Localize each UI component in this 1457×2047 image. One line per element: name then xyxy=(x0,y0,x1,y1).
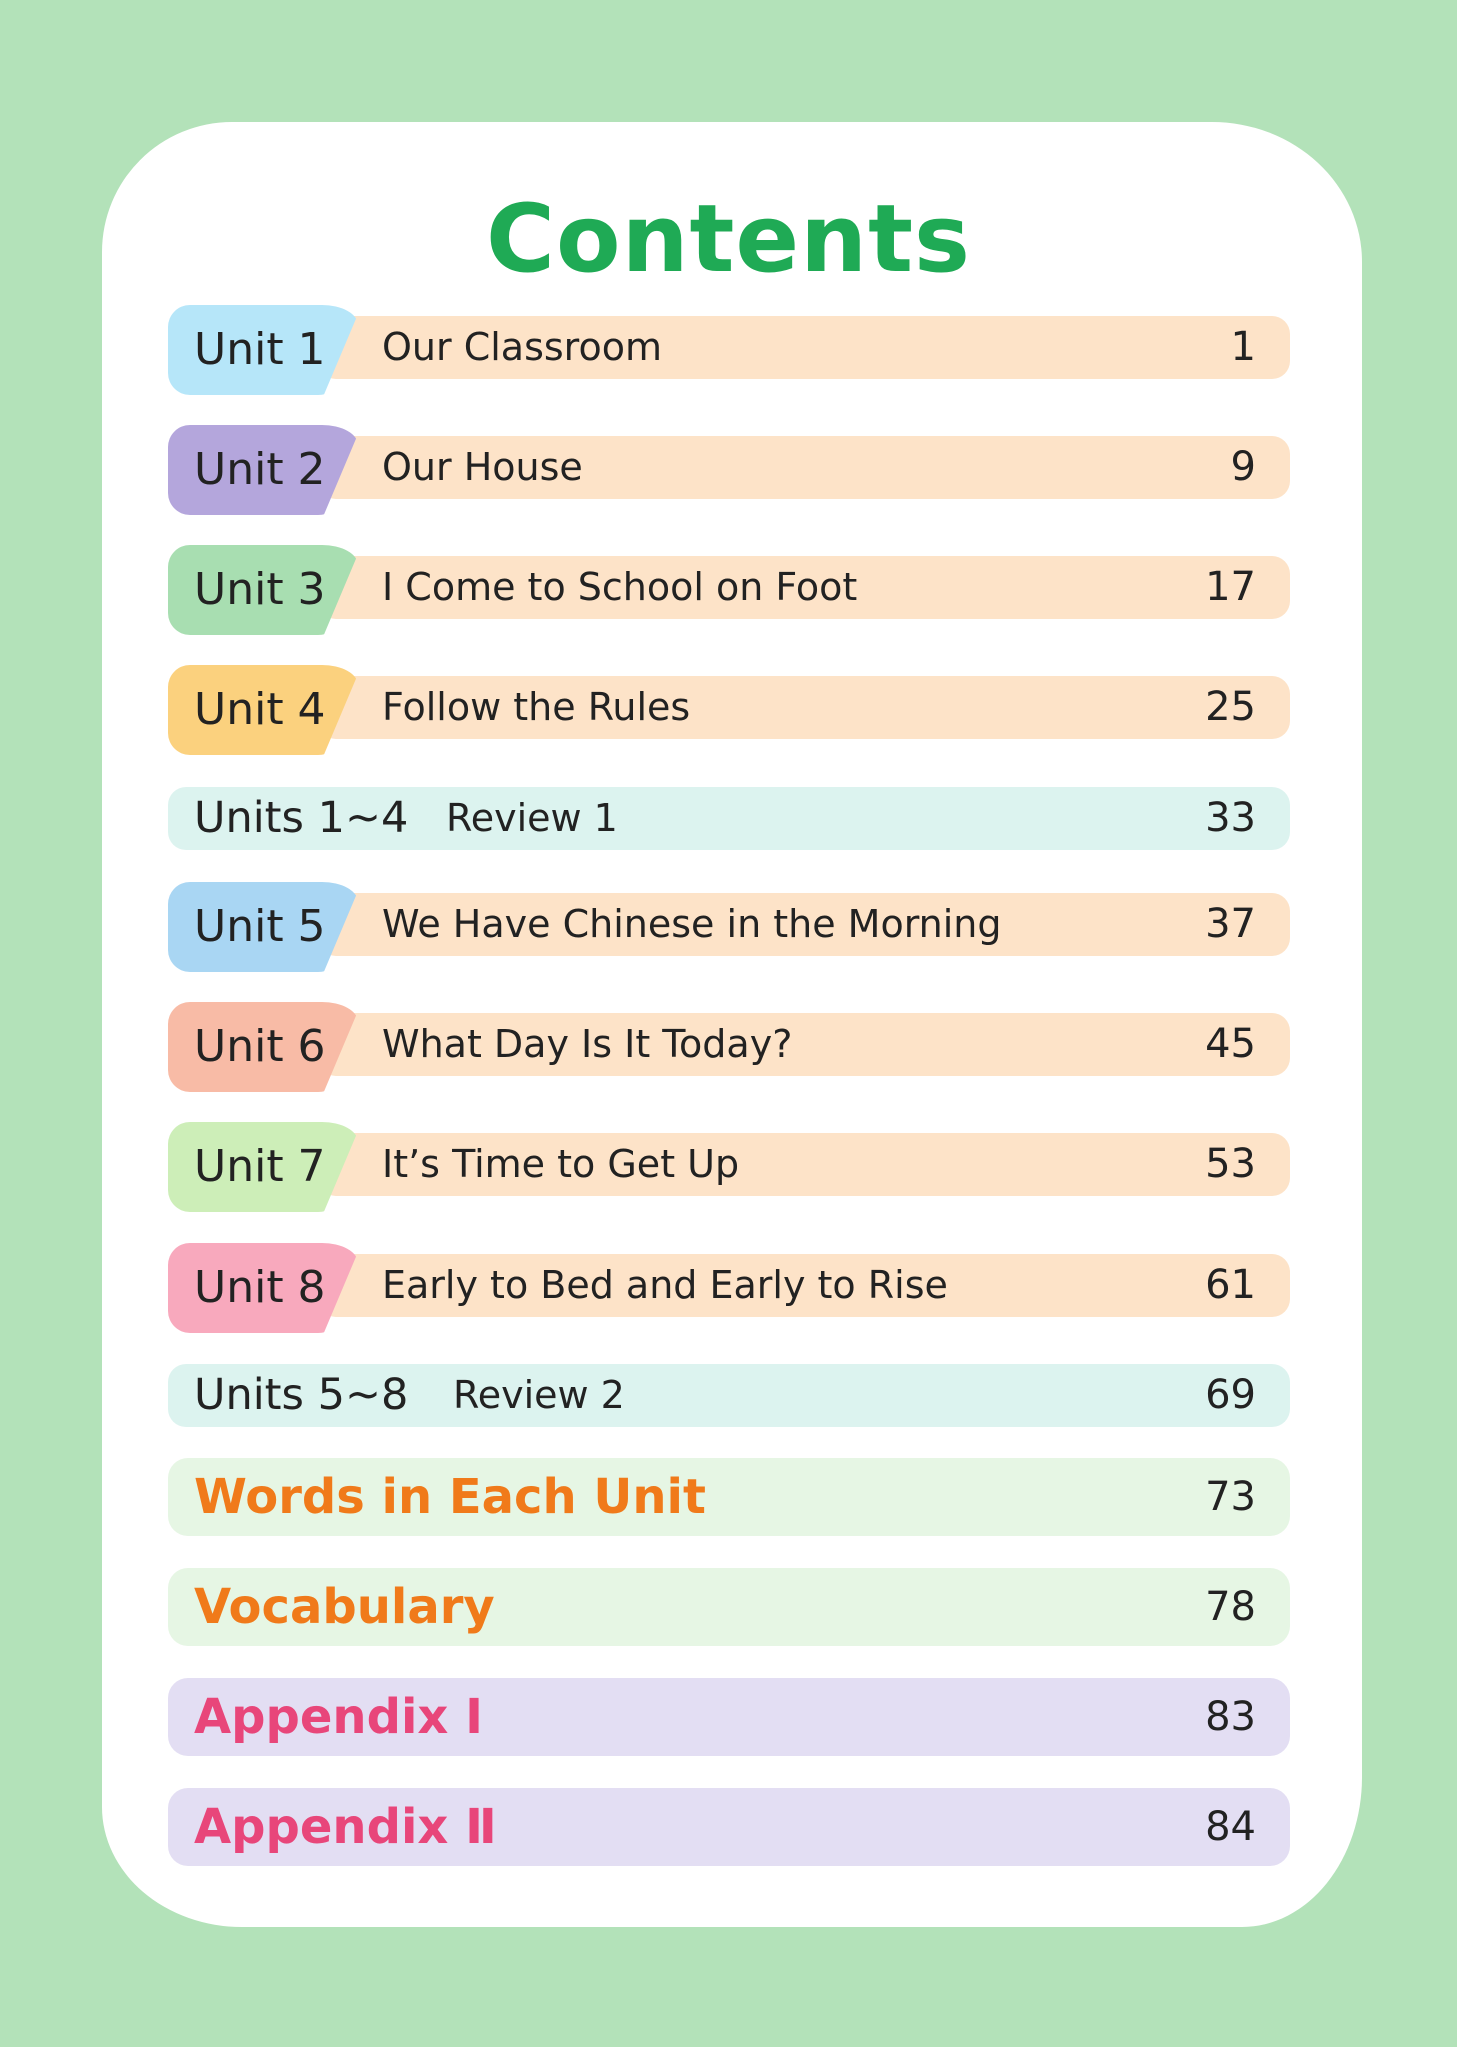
unit-label: Unit 4 xyxy=(194,684,326,735)
unit-title: Our Classroom xyxy=(382,325,662,369)
unit-title: I Come to School on Foot xyxy=(382,565,858,609)
toc-entry-appendix-2[interactable] xyxy=(168,1788,1290,1866)
toc-entry-review-1[interactable] xyxy=(168,787,1290,850)
toc-entry-unit-8[interactable] xyxy=(168,1243,1290,1333)
unit-label: Unit 1 xyxy=(194,324,326,375)
page-number: 78 xyxy=(1205,1584,1256,1630)
unit-label: Unit 7 xyxy=(194,1141,326,1192)
page-number: 1 xyxy=(1230,324,1256,370)
unit-title: Our House xyxy=(382,445,583,489)
back-matter-label: Vocabulary xyxy=(194,1579,495,1635)
review-units-label: Units 1~4 xyxy=(194,793,409,843)
page-number: 9 xyxy=(1230,444,1256,490)
unit-label: Unit 5 xyxy=(194,901,326,952)
page-number: 45 xyxy=(1205,1021,1256,1067)
unit-title: What Day Is It Today? xyxy=(382,1022,793,1066)
review-title: Review 1 xyxy=(446,796,618,840)
unit-title: It’s Time to Get Up xyxy=(382,1142,740,1186)
page-number: 61 xyxy=(1205,1262,1256,1308)
toc-entry-unit-3[interactable] xyxy=(168,545,1290,635)
page-number: 17 xyxy=(1205,564,1256,610)
unit-label: Unit 3 xyxy=(194,564,326,615)
page-number: 69 xyxy=(1205,1372,1256,1418)
unit-label: Unit 2 xyxy=(194,444,326,495)
review-units-label: Units 5~8 xyxy=(194,1370,409,1420)
toc-entry-unit-5[interactable] xyxy=(168,882,1290,972)
toc-entry-vocabulary[interactable] xyxy=(168,1568,1290,1646)
unit-label: Unit 6 xyxy=(194,1021,326,1072)
page-number: 53 xyxy=(1205,1141,1256,1187)
back-matter-label: Appendix Ⅰ xyxy=(194,1689,483,1745)
page-number: 25 xyxy=(1205,684,1256,730)
unit-title: Early to Bed and Early to Rise xyxy=(382,1263,948,1307)
back-matter-label: Words in Each Unit xyxy=(194,1469,706,1525)
unit-title: Follow the Rules xyxy=(382,685,691,729)
toc-entry-unit-7[interactable] xyxy=(168,1122,1290,1212)
toc-entry-unit-6[interactable] xyxy=(168,1002,1290,1092)
toc-entry-unit-4[interactable] xyxy=(168,665,1290,755)
back-matter-label: Appendix Ⅱ xyxy=(194,1799,497,1855)
toc-entry-unit-1[interactable] xyxy=(168,305,1290,395)
toc-entry-appendix-1[interactable] xyxy=(168,1678,1290,1756)
page-number: 37 xyxy=(1205,901,1256,947)
page-number: 73 xyxy=(1205,1474,1256,1520)
page-number: 33 xyxy=(1205,795,1256,841)
page-number: 84 xyxy=(1205,1804,1256,1850)
toc-entry-words-in-each-unit[interactable] xyxy=(168,1458,1290,1536)
page-title: Contents xyxy=(486,185,971,294)
review-title: Review 2 xyxy=(453,1373,625,1417)
page-number: 83 xyxy=(1205,1694,1256,1740)
unit-label: Unit 8 xyxy=(194,1262,326,1313)
toc-entry-unit-2[interactable] xyxy=(168,425,1290,515)
unit-title: We Have Chinese in the Morning xyxy=(382,902,1002,946)
toc-entry-review-2[interactable] xyxy=(168,1364,1290,1427)
